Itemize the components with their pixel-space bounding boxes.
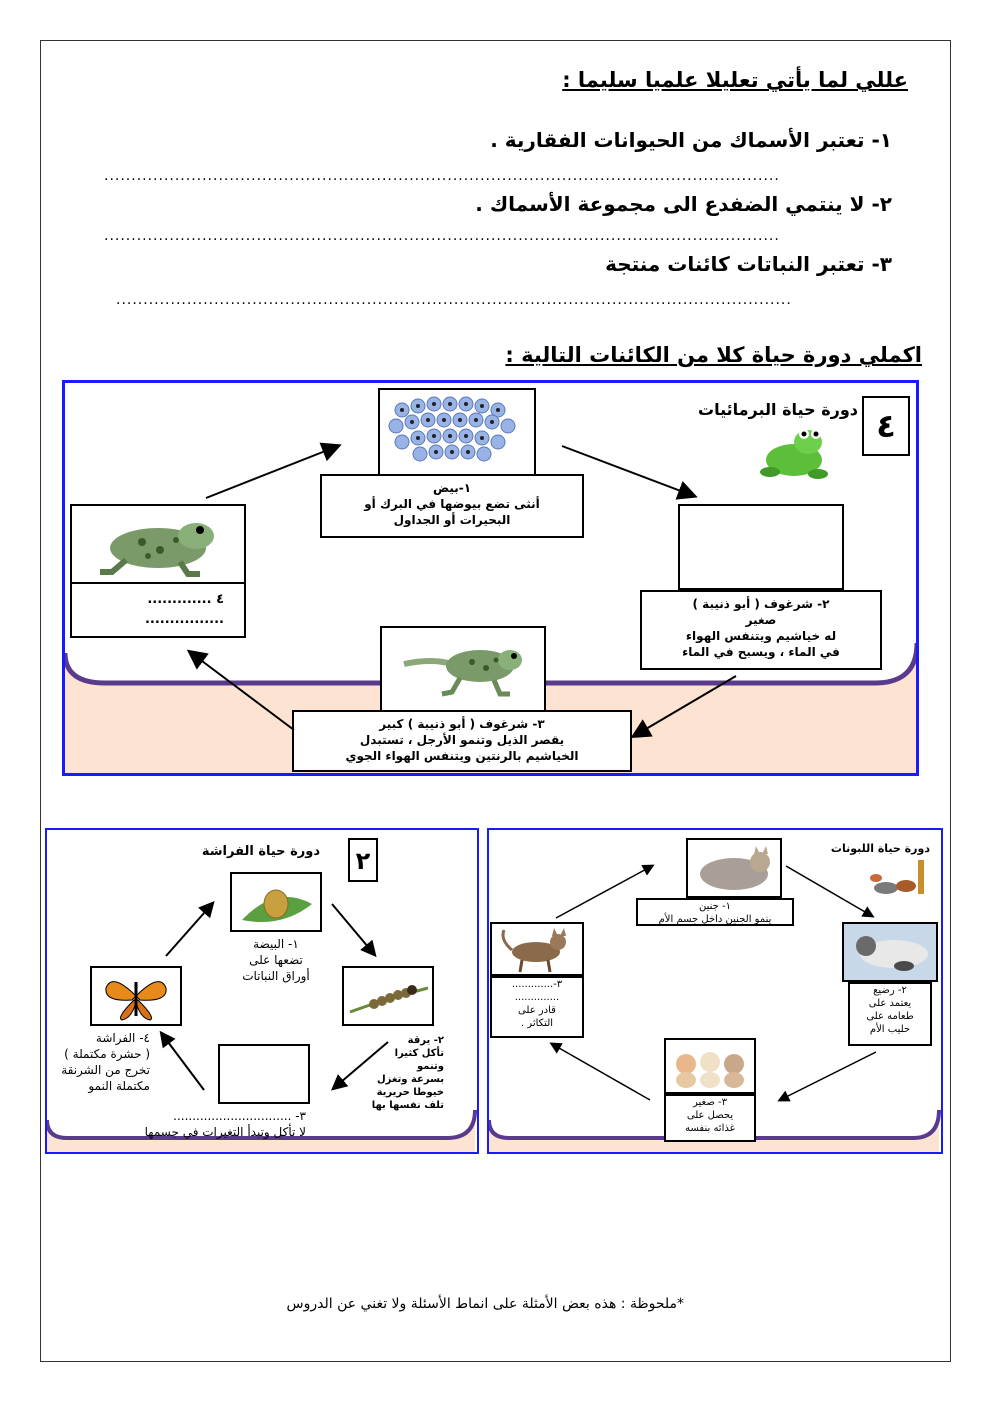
mammal-stage3-label: ٣- صغير يحصل على غذائه بنفسه xyxy=(664,1094,756,1142)
butterfly-stage4-label: ٤- الفراشة ( حشرة مكتملة ) تخرج من الشرنقة مكتملة النمو xyxy=(61,1031,150,1093)
frog-stage3-label: ٣- شرغوف ( أبو ذنيبة ) كبير يقصر الذيل وتنمو الأرجل ، تستبدل الخياشيم بالرنتين ويتنفس الهواء الجوي xyxy=(292,710,632,772)
mammal-stage2-label: ٢- رضيع يعتمد على طعامه على حليب الأم xyxy=(848,982,932,1046)
butterfly-cycle-title: دورة حياة الفراشة xyxy=(201,844,320,859)
frog-cycle-title: دورة حياة البرمائيات xyxy=(698,400,858,419)
frog-stage4-line1[interactable]: ٤ ............. xyxy=(147,592,224,607)
butterfly-number-box: ٢ xyxy=(348,838,378,882)
answer-line-2[interactable]: ............................................................................................................................ xyxy=(104,228,780,244)
frog-stage1-label: ١-بيض أنثى تضع بيوضها في البرك أو البحيرات أو الجداول xyxy=(320,474,584,538)
frog-stage2-label: ٢- شرغوف ( أبو ذنيبة ) صغير له خياشيم ويتنفس الهواء في الماء ، ويسبح في الماء xyxy=(640,590,882,670)
mammal-stage4-label[interactable]: ٣-............. .............. قادر على التكاثر . xyxy=(490,976,584,1038)
frog-number-box: ٤ xyxy=(862,396,910,456)
frog-stage4-line2[interactable]: ................ xyxy=(144,612,224,627)
section2-title: اكملي دورة حياة كلا من الكائنات التالية : xyxy=(505,343,922,367)
butterfly-stage1-label: ١- البيضة تضعها على أوراق النباتات xyxy=(242,937,310,983)
answer-line-1[interactable]: ............................................................................................................................ xyxy=(104,168,780,184)
footer-note: *ملحوظة : هذه بعض الأمثلة على انماط الأسئلة ولا تغني عن الدروس xyxy=(286,1296,684,1312)
section1-title: عللي لما يأتي تعليلا علميا سليما : xyxy=(562,68,908,92)
question-2: ٢- لا ينتمي الضفدع الى مجموعة الأسماك . xyxy=(475,192,892,216)
butterfly-stage3-label: ٣- ............................... لا تأكل وتبدأ التغيرات في جسمها xyxy=(144,1109,306,1139)
question-3: ٣- تعتبر النباتات كائنات منتجة xyxy=(605,252,892,276)
answer-line-3[interactable]: ............................................................................................................................ xyxy=(116,292,792,308)
mammal-cycle-title: دورة حياة اللبونات xyxy=(830,842,930,855)
mammal-stage1-label: ١- جنين ينمو الجنين داخل جسم الأم xyxy=(636,898,794,926)
butterfly-stage2-label: ٢- يرقة تأكل كثيرا وتنمو بسرعة وتغزل خيوطا حريرية تلف نفسها بها xyxy=(371,1035,444,1111)
question-1: ١- تعتبر الأسماك من الحيوانات الفقارية . xyxy=(490,128,892,152)
